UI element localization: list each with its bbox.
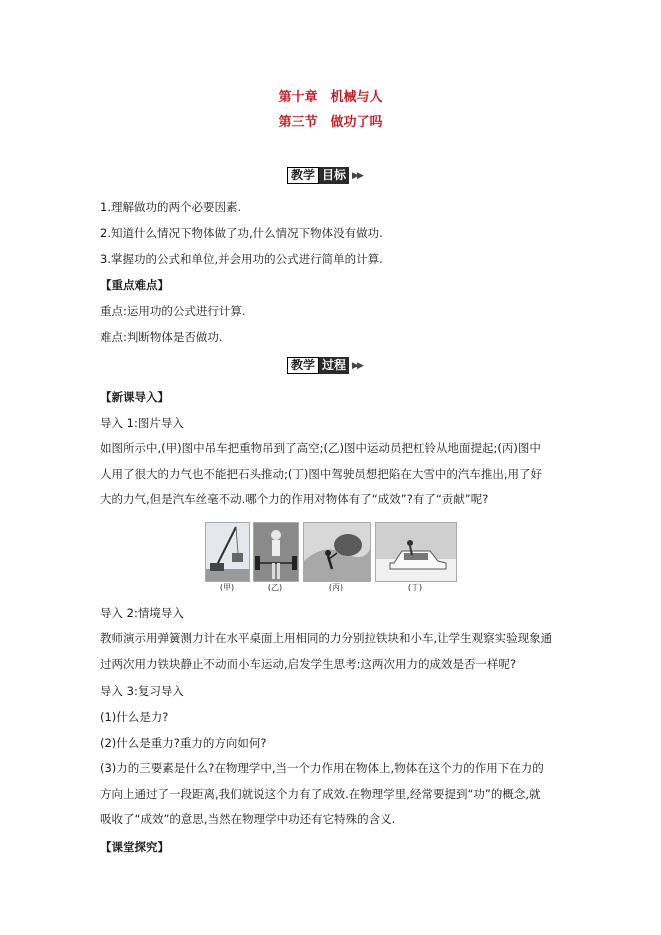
figure-caption-bing: (丙)	[328, 583, 344, 592]
intro2-title: 导入 2:情境导入	[100, 606, 184, 620]
classroom-explore-heading: 【课堂探究】	[100, 840, 169, 854]
goal-item-3: 3.掌握功的公式和单位,并会用功的公式进行简单的计算.	[100, 252, 383, 266]
key-points-heading: 【重点难点】	[100, 278, 169, 292]
question-3-line-1: (3)力的三要素是什么?在物理学中,当一个力作用在物体上,物体在这个力的作用下在力的	[100, 761, 544, 775]
question-2: (2)什么是重力?重力的方向如何?	[100, 736, 267, 750]
process-banner	[287, 357, 362, 374]
banner-label-teaching: 教学	[287, 167, 319, 184]
figure-strip	[205, 522, 455, 602]
weightlifter-photo	[253, 522, 299, 582]
new-lesson-heading: 【新课导入】	[100, 390, 169, 404]
question-1: (1)什么是力?	[100, 710, 169, 724]
double-arrow-icon: ▶▶	[352, 360, 362, 371]
goal-item-2: 2.知道什么情况下物体做了功,什么情况下物体没有做功.	[100, 226, 383, 240]
intro3-title: 导入 3:复习导入	[100, 684, 184, 698]
pushing-rock-photo	[303, 522, 371, 582]
figure-caption-ding: (丁)	[407, 583, 423, 592]
intro1-line-1: 如图所示中,(甲)图中吊车把重物吊到了高空;(乙)图中运动员把杠铃从地面提起;(丙)图中	[100, 441, 541, 455]
goal-item-1: 1.理解做功的两个必要因素.	[100, 200, 242, 214]
car-in-snow-photo	[375, 522, 457, 582]
banner-label-goals: 目标	[319, 167, 349, 184]
intro1-line-3: 大的力气,但是汽车丝毫不动.哪个力的作用对物体有了“成效”?有了“贡献”呢?	[100, 492, 489, 506]
intro1-paragraph	[100, 436, 561, 513]
question-3-line-2: 方向上通过了一段距离,我们就说这个力有了成效.在物理学里,经常要提到“功”的概念,就	[100, 786, 541, 801]
banner-label-process: 过程	[319, 357, 349, 374]
double-arrow-icon: ▶▶	[352, 170, 362, 181]
chapter-title: 第十章 机械与人	[278, 90, 383, 105]
goals-banner	[287, 167, 362, 184]
key-point-focus: 重点:运用功的公式进行计算.	[100, 304, 246, 318]
figure-caption-yi: (乙)	[267, 583, 283, 592]
intro1-line-2: 人用了很大的力气也不能把石头推动;(丁)图中驾驶员想把陷在大雪中的汽车推出,用了好	[100, 466, 542, 481]
banner-label-teaching-2: 教学	[287, 357, 319, 374]
intro2-line-2: 过两次用力铁块静止不动而小车运动,启发学生思考:这两次用力的成效是否一样呢?	[100, 656, 517, 671]
intro2-line-1: 教师演示用弹簧测力计在水平桌面上用相同的力分别拉铁块和小车,让学生观察实验现象通	[100, 631, 553, 645]
intro1-title: 导入 1:图片导入	[100, 416, 184, 430]
figure-caption-jia: (甲)	[219, 583, 235, 592]
question-3-line-3: 吸收了“成效”的意思,当然在物理学中功还有它特殊的含义.	[100, 812, 396, 826]
crane-photo	[205, 522, 250, 582]
question-3-paragraph	[100, 756, 561, 833]
intro2-paragraph	[100, 626, 561, 677]
section-title: 第三节 做功了吗	[278, 115, 383, 130]
key-point-difficulty: 难点:判断物体是否做功.	[100, 330, 223, 344]
